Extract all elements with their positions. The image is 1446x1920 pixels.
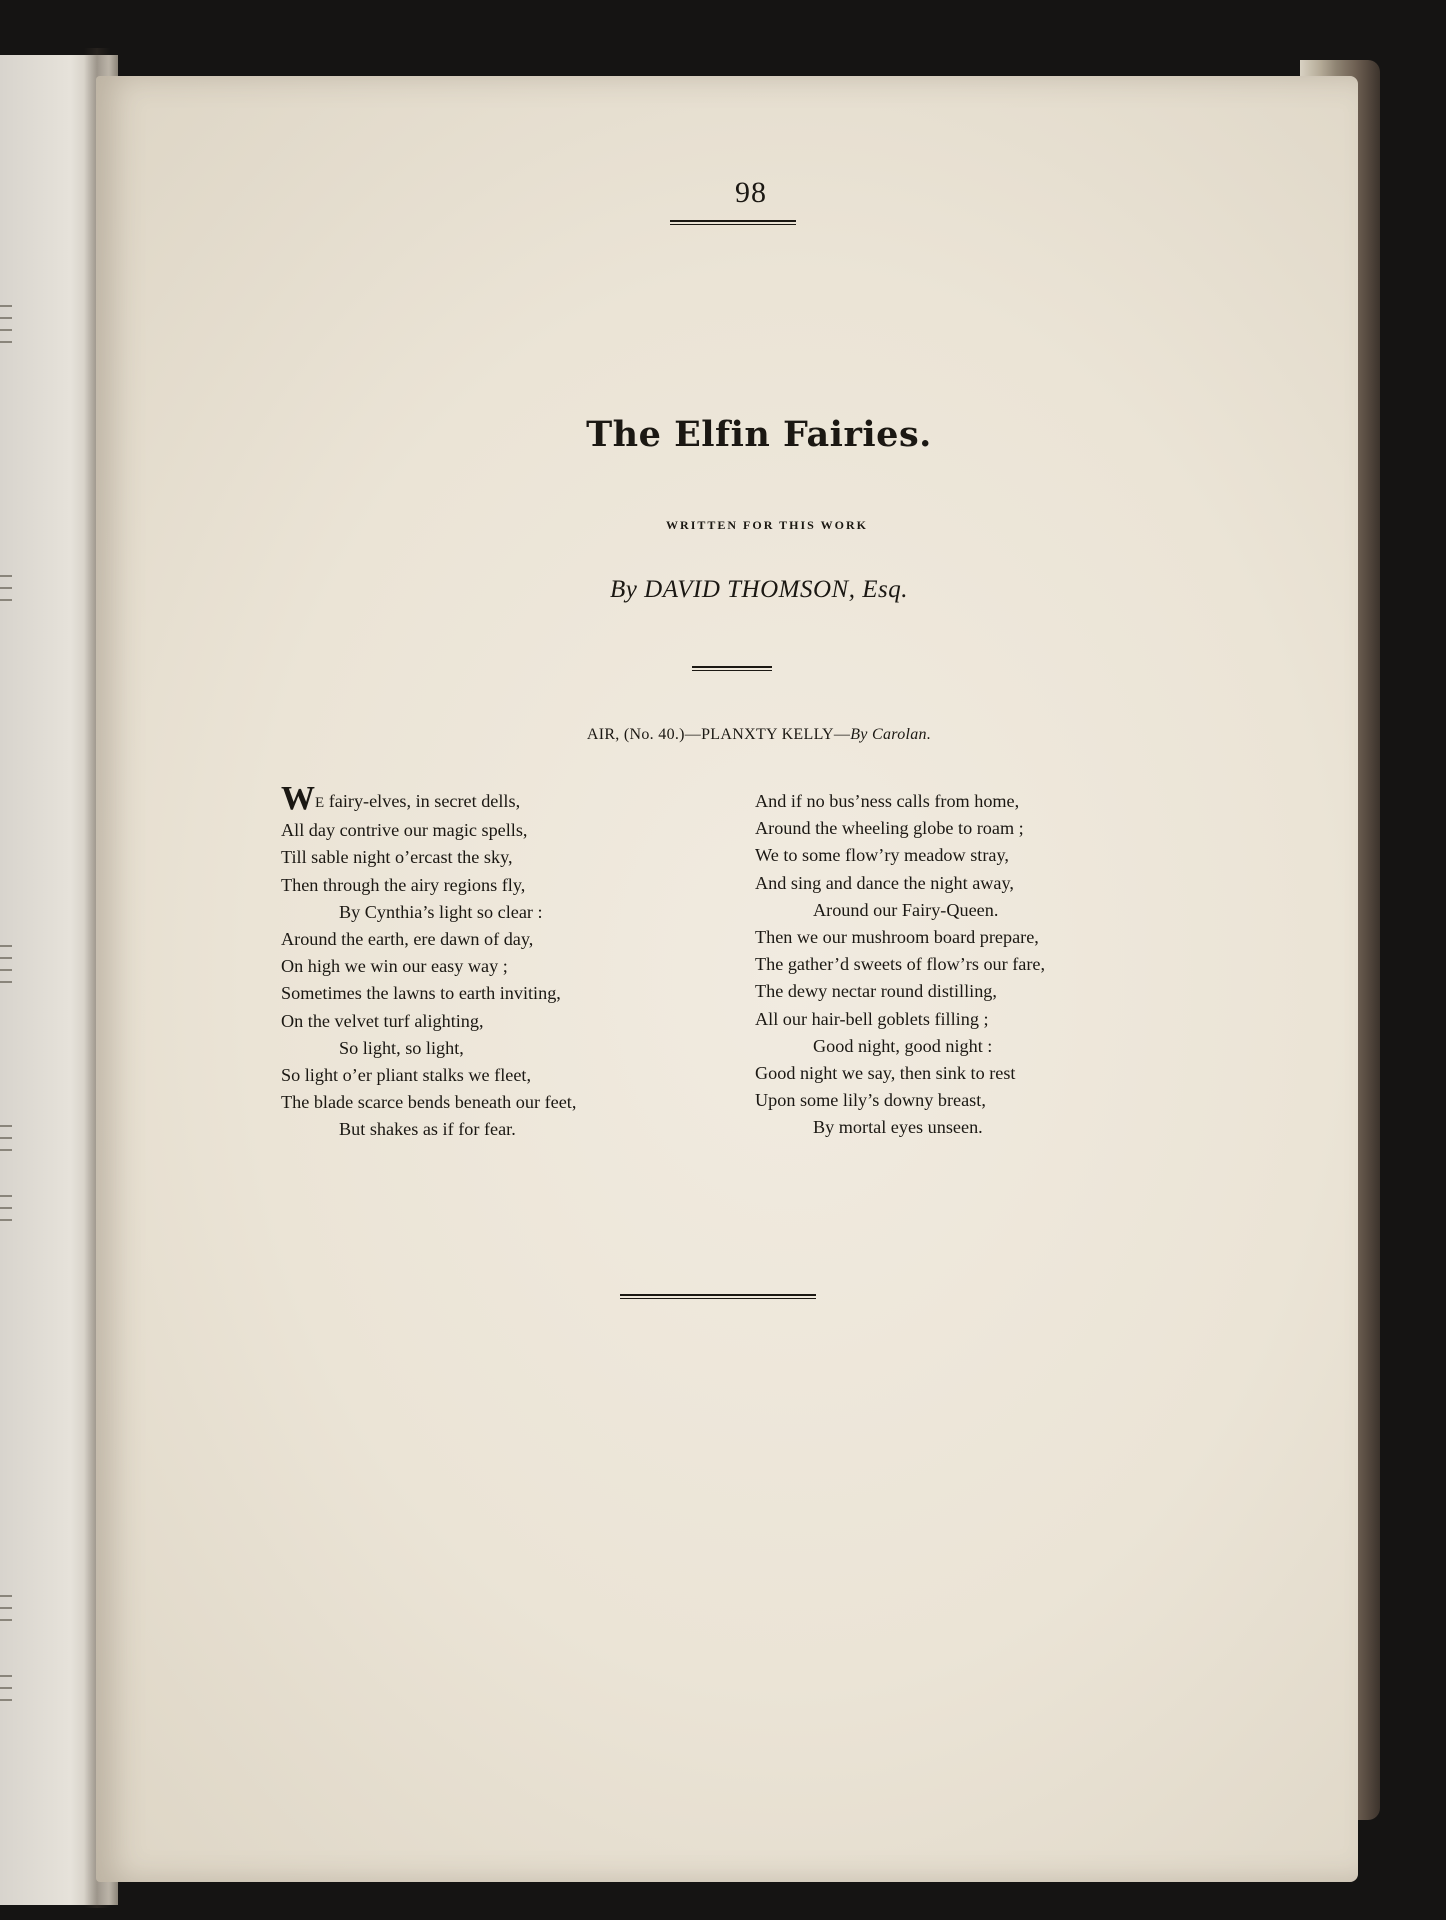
verse-line: On the velvet turf alighting, [281, 1010, 484, 1031]
page-edge-mark [0, 1607, 12, 1609]
verse-line: We to some flow’ry meadow stray, [755, 845, 1009, 866]
page-edge-mark [0, 969, 12, 971]
verse-line: Sometimes the lawns to earth inviting, [281, 983, 561, 1004]
page-edge-mark [0, 575, 12, 577]
verse-line: And if no bus’ness calls from home, [755, 791, 1020, 811]
stanza-left [281, 780, 661, 1144]
stanza-right [755, 788, 1135, 1142]
page-edge-mark [0, 981, 12, 983]
verse-line: Upon some lily’s downy breast, [755, 1090, 986, 1111]
page-edge-mark [0, 341, 12, 343]
poem-title: The Elfin Fairies. [586, 414, 932, 455]
page-edge-mark [0, 957, 12, 959]
poem-author: By DAVID THOMSON, Esq. [610, 576, 908, 603]
verse-line: So light, so light, [339, 1037, 464, 1058]
small-cap: E [315, 795, 325, 811]
page-edge-mark [0, 1195, 12, 1197]
air-prefix: AIR, (No. 40.)—PLANXTY KELLY— [586, 726, 851, 743]
header-rule [670, 220, 796, 225]
verse-line: Then we our mushroom board prepare, [755, 927, 1039, 948]
verse-text: fairy-elves, in secret dells, [324, 791, 521, 811]
page-edge-mark [0, 599, 12, 601]
page-content [96, 76, 1358, 1882]
verse-line: Good night, good night : [813, 1035, 993, 1056]
page-edge-mark [0, 1149, 12, 1151]
poem-subtitle: WRITTEN FOR THIS WORK [666, 518, 868, 532]
page-edge-mark [0, 1675, 12, 1677]
verse-line: Around the wheeling globe to roam ; [755, 818, 1024, 839]
closing-rule [620, 1294, 816, 1299]
drop-cap: W [281, 780, 315, 817]
page-number: 98 [735, 176, 767, 209]
verse-line: Till sable night o’ercast the sky, [281, 847, 513, 868]
title-rule [692, 666, 772, 671]
page-edge-mark [0, 1699, 12, 1701]
verse-line: By Cynthia’s light so clear : [339, 901, 543, 922]
verse-line: The gather’d sweets of flow’rs our fare, [755, 954, 1046, 975]
page-edge-mark [0, 1219, 12, 1221]
air-composer: By Carolan. [850, 726, 932, 743]
verse-line: So light o’er pliant stalks we fleet, [281, 1065, 532, 1086]
page-edge-mark [0, 317, 12, 319]
verse-line: But shakes as if for fear. [339, 1119, 516, 1140]
air-line [96, 726, 1358, 744]
page-edge-mark [0, 1207, 12, 1209]
verse-line: By mortal eyes unseen. [813, 1117, 983, 1138]
verse-line [281, 780, 661, 817]
verse-line: Around our Fairy-Queen. [813, 899, 999, 920]
page-edge-mark [0, 1125, 12, 1127]
page-edge-mark [0, 1619, 12, 1621]
page-edge-mark [0, 329, 12, 331]
verse-line: The dewy nectar round distilling, [755, 981, 997, 1002]
verse-line: All day contrive our magic spells, [281, 820, 528, 841]
page-edge-mark [0, 305, 12, 307]
verse-line: All our hair-bell goblets filling ; [755, 1008, 989, 1029]
verse-line: Good night we say, then sink to rest [755, 1063, 1016, 1084]
page-edge-mark [0, 945, 12, 947]
page-edge-mark [0, 1595, 12, 1597]
verse-line: Around the earth, ere dawn of day, [281, 929, 534, 950]
verse-line: Then through the airy regions fly, [281, 874, 526, 895]
verse-line: On high we win our easy way ; [281, 956, 508, 977]
page-edge-mark [0, 1687, 12, 1689]
book-page [96, 76, 1358, 1882]
verse-line: And sing and dance the night away, [755, 872, 1014, 893]
page-edge-mark [0, 1137, 12, 1139]
page-edge-mark [0, 587, 12, 589]
verse-line: The blade scarce bends beneath our feet, [281, 1092, 577, 1113]
